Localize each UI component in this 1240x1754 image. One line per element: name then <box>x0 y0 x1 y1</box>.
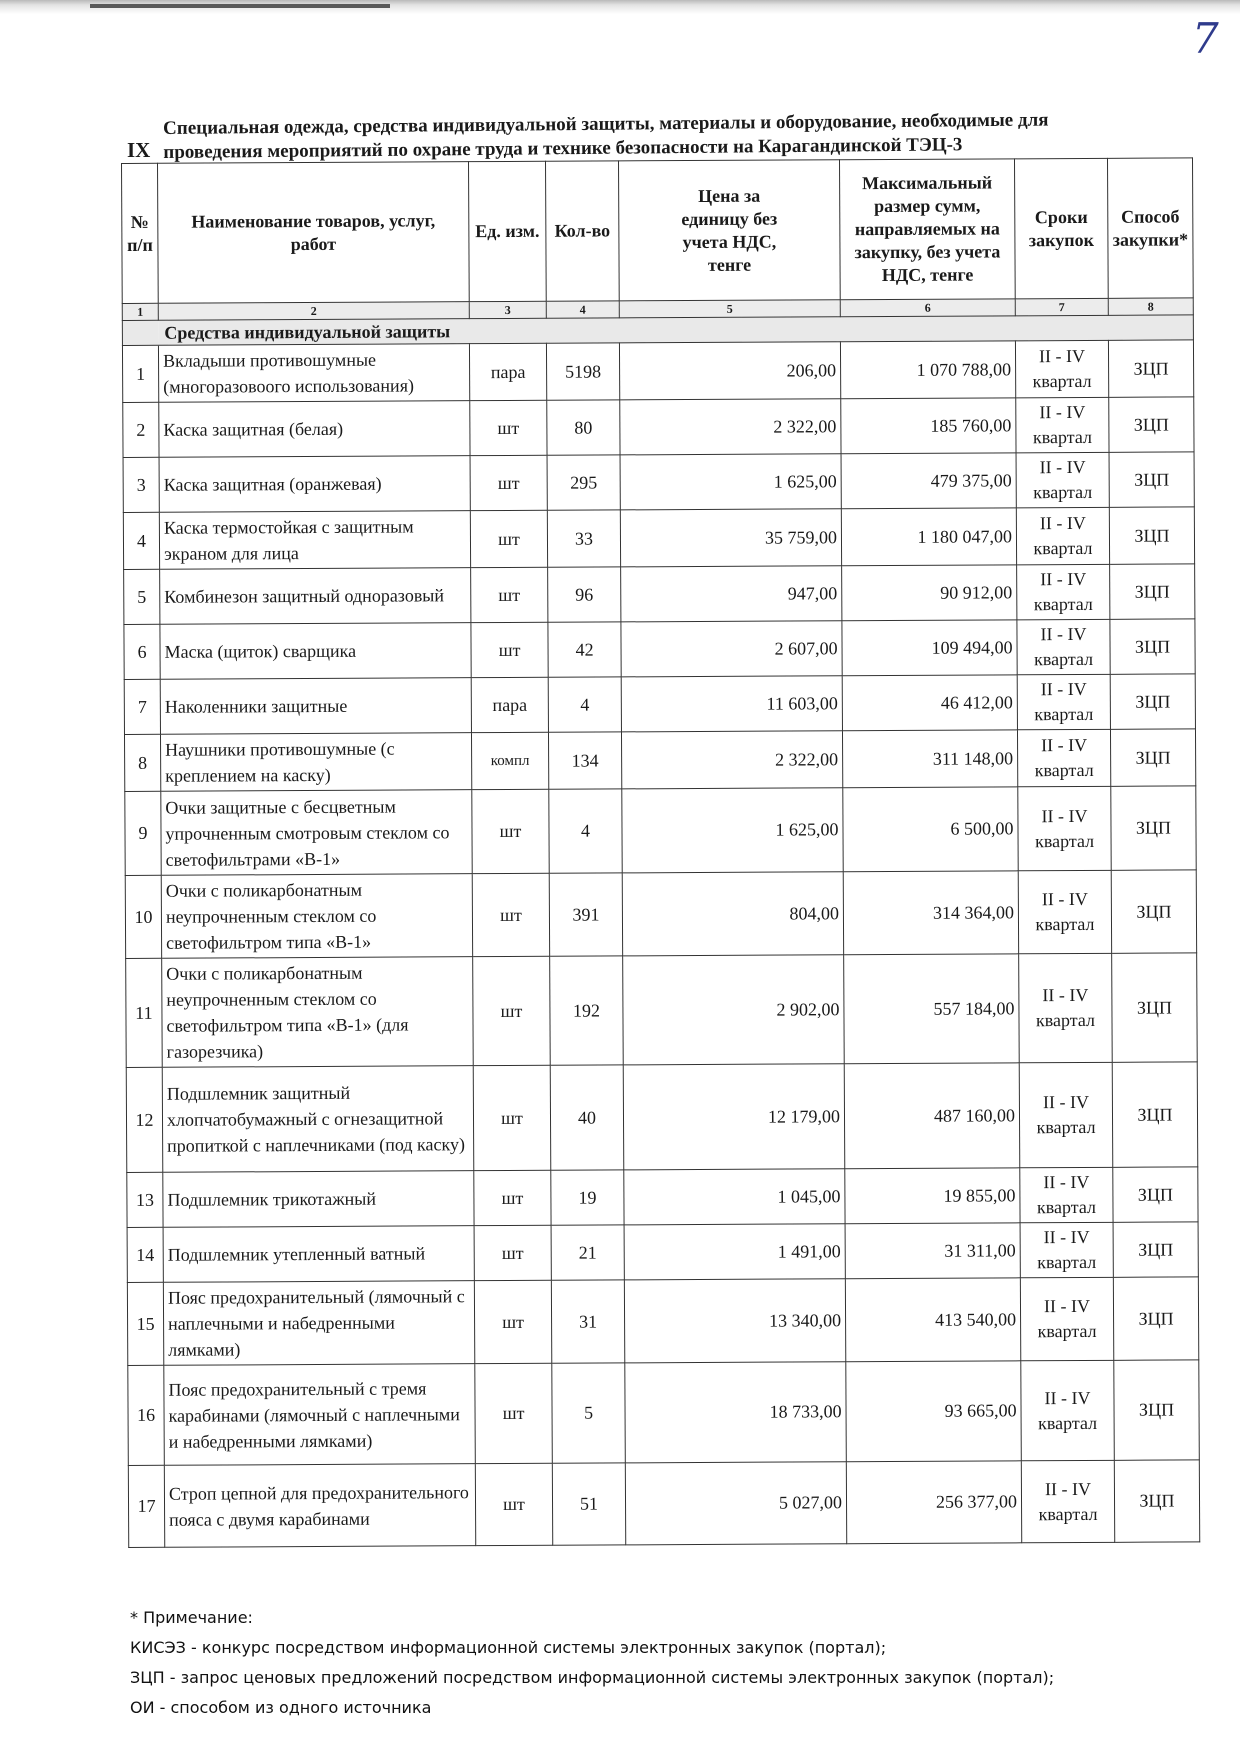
table-row <box>128 1360 1200 1466</box>
item-period: II - IV квартал <box>1017 619 1110 674</box>
item-method: ЗЦП <box>1109 452 1194 507</box>
table-row <box>127 1277 1198 1366</box>
item-price: 18 733,00 <box>625 1362 847 1463</box>
item-name: Подшлемник трикотажный <box>163 1171 474 1228</box>
item-quantity: 51 <box>552 1463 625 1545</box>
item-quantity: 19 <box>551 1170 624 1225</box>
footnote <box>130 1603 1054 1723</box>
item-period: II - IV квартал <box>1019 953 1113 1062</box>
item-period: II - IV квартал <box>1017 729 1110 786</box>
column-number: 3 <box>469 301 546 318</box>
item-method: ЗЦП <box>1113 1277 1198 1360</box>
item-unit: шт <box>470 455 547 510</box>
table-row <box>125 786 1196 876</box>
row-number: 5 <box>124 569 160 624</box>
item-unit: шт <box>474 1225 551 1280</box>
table-row <box>126 953 1198 1068</box>
item-sum: 487 160,00 <box>844 1063 1020 1169</box>
table-row <box>124 564 1195 625</box>
item-price: 5 027,00 <box>625 1462 846 1545</box>
item-price: 13 340,00 <box>624 1279 845 1363</box>
procurement-table <box>121 157 1200 1548</box>
table-row <box>126 1062 1198 1173</box>
item-quantity: 295 <box>547 455 620 510</box>
table-row <box>127 1222 1198 1283</box>
item-price: 2 322,00 <box>621 731 842 789</box>
item-method: ЗЦП <box>1112 1062 1198 1167</box>
table-row <box>124 729 1195 792</box>
scan-edge-shadow <box>90 4 390 8</box>
row-number: 17 <box>128 1465 164 1547</box>
item-period: II - IV квартал <box>1020 1167 1113 1222</box>
item-name: Пояс предохранительный (лямочный с наплечными и набедренными лямками) <box>163 1281 474 1366</box>
item-price: 2 322,00 <box>620 399 841 455</box>
row-number: 11 <box>126 958 163 1067</box>
column-number: 8 <box>1108 298 1193 315</box>
item-method: ЗЦП <box>1111 786 1196 870</box>
row-number: 12 <box>126 1067 163 1172</box>
item-price: 12 179,00 <box>623 1064 845 1170</box>
footnote-title: * Примечание: <box>130 1608 253 1627</box>
item-sum: 256 377,00 <box>846 1461 1021 1544</box>
table-row <box>122 340 1193 403</box>
column-number: 6 <box>840 299 1015 317</box>
item-period: II - IV квартал <box>1015 340 1108 397</box>
item-price: 1 491,00 <box>624 1224 845 1280</box>
item-name: Очки защитные с бесцветным упрочненным смотровым стеклом со светофильтрами «В-1» <box>161 790 472 876</box>
item-unit: шт <box>475 1363 553 1463</box>
item-unit: пара <box>469 343 546 400</box>
item-unit: шт <box>473 956 551 1065</box>
item-unit: шт <box>474 1280 551 1363</box>
item-price: 1 625,00 <box>622 788 843 873</box>
item-quantity: 33 <box>547 510 620 567</box>
item-method: ЗЦП <box>1110 729 1195 786</box>
item-name: Пояс предохранительный с тремя карабинами (лямочный с наплечными и набедренными лямками) <box>164 1364 476 1466</box>
item-quantity: 42 <box>548 622 621 677</box>
row-number: 6 <box>124 624 160 679</box>
item-sum: 1 070 788,00 <box>840 341 1015 399</box>
item-period: II - IV квартал <box>1021 1460 1114 1542</box>
row-number: 15 <box>127 1282 163 1365</box>
item-method: ЗЦП <box>1111 870 1196 953</box>
item-sum: 185 760,00 <box>841 398 1016 454</box>
item-price: 804,00 <box>622 872 843 956</box>
group-title: Средства индивидуальной защиты <box>158 315 1193 345</box>
item-quantity: 96 <box>548 567 621 622</box>
column-number: 4 <box>546 301 619 318</box>
item-quantity: 31 <box>551 1280 624 1363</box>
item-unit: шт <box>473 1065 551 1170</box>
item-quantity: 80 <box>547 400 620 455</box>
item-unit: шт <box>472 789 549 873</box>
item-name: Подшлемник утепленный ватный <box>163 1226 474 1283</box>
table-row <box>127 1167 1198 1228</box>
item-unit: шт <box>472 873 549 956</box>
header-method: Способ закупки* <box>1107 158 1193 298</box>
item-sum: 311 148,00 <box>842 730 1017 788</box>
column-number: 2 <box>158 302 469 321</box>
item-period: II - IV квартал <box>1020 1277 1113 1360</box>
item-name: Подшлемник защитный хлопчатобумажный с огнезащитной пропиткой с наплечниками (под каску) <box>162 1066 474 1173</box>
header-period: Сроки закупок <box>1014 158 1108 298</box>
item-unit: пара <box>471 677 548 732</box>
table-row <box>128 1460 1199 1548</box>
table-row <box>123 397 1194 458</box>
item-method: ЗЦП <box>1113 1167 1198 1222</box>
footnote-line: ОИ - способом из одного источника <box>130 1698 432 1717</box>
item-price: 1 045,00 <box>624 1169 845 1225</box>
footnote-line: ЗЦП - запрос ценовых предложений посредством информационной системы электронных закупок (портал); <box>130 1668 1055 1687</box>
column-number: 7 <box>1015 298 1108 315</box>
section-number: IX <box>127 138 151 162</box>
row-number: 2 <box>123 402 159 457</box>
item-price: 2 902,00 <box>623 955 845 1065</box>
column-number: 5 <box>619 300 840 318</box>
header-unit: Ед. изм. <box>468 161 546 301</box>
item-sum: 413 540,00 <box>845 1278 1020 1362</box>
row-number: 9 <box>125 791 161 875</box>
item-name: Наушники противошумные (с креплением на каску) <box>160 733 471 792</box>
row-number: 1 <box>122 345 158 402</box>
item-method: ЗЦП <box>1109 397 1194 452</box>
item-price: 947,00 <box>621 566 842 622</box>
item-name: Каска защитная (белая) <box>159 401 470 458</box>
item-sum: 6 500,00 <box>843 787 1018 872</box>
item-unit: шт <box>471 622 548 677</box>
row-number: 8 <box>124 734 160 791</box>
item-period: II - IV квартал <box>1018 786 1111 870</box>
handwritten-page-number: 7 <box>1192 14 1219 63</box>
item-quantity: 40 <box>550 1065 624 1170</box>
item-period: II - IV квартал <box>1017 564 1110 619</box>
item-period: II - IV квартал <box>1019 1062 1113 1167</box>
column-number: 1 <box>122 303 158 320</box>
item-name: Строп цепной для предохранительного пояса с двумя карабинами <box>164 1464 475 1548</box>
item-price: 2 607,00 <box>621 621 842 677</box>
item-period: II - IV квартал <box>1020 1222 1113 1277</box>
table-row <box>124 674 1195 735</box>
item-method: ЗЦП <box>1110 674 1195 729</box>
item-name: Комбинезон защитный одноразовый <box>160 568 471 625</box>
item-quantity: 134 <box>548 732 621 789</box>
item-unit: шт <box>474 1170 551 1225</box>
item-quantity: 391 <box>549 873 622 956</box>
row-number: 13 <box>127 1172 163 1227</box>
item-quantity: 5198 <box>546 343 619 400</box>
header-price: Цена за единицу без учета НДС, тенге <box>618 160 840 301</box>
table-row <box>124 619 1195 680</box>
item-period: II - IV квартал <box>1018 870 1111 953</box>
item-price: 35 759,00 <box>620 509 841 567</box>
item-method: ЗЦП <box>1114 1460 1199 1542</box>
item-name: Очки с поликарбонатным неупрочненным стеклом со светофильтром типа «В-1» <box>161 874 472 959</box>
item-name: Вкладыши противошумные (многоразовоого использования) <box>158 344 469 403</box>
header-name: Наименование товаров, услуг, работ <box>158 162 470 304</box>
row-number: 10 <box>125 875 161 958</box>
item-method: ЗЦП <box>1110 564 1195 619</box>
item-unit: шт <box>475 1463 552 1545</box>
item-unit: шт <box>470 510 547 567</box>
item-period: II - IV квартал <box>1016 452 1109 507</box>
item-price: 1 625,00 <box>620 454 841 510</box>
item-name: Очки с поликарбонатным неупрочненным стеклом со светофильтром типа «В-1» (для газорезчика) <box>162 957 474 1068</box>
item-sum: 90 912,00 <box>842 565 1017 621</box>
item-method: ЗЦП <box>1112 953 1198 1062</box>
item-sum: 314 364,00 <box>843 871 1018 955</box>
item-method: ЗЦП <box>1113 1222 1198 1277</box>
item-price: 206,00 <box>619 342 840 400</box>
item-quantity: 4 <box>549 789 622 873</box>
group-spacer <box>122 320 158 345</box>
header-num: № п/п <box>122 163 159 303</box>
item-quantity: 192 <box>550 956 624 1065</box>
item-sum: 1 180 047,00 <box>841 508 1016 566</box>
item-method: ЗЦП <box>1108 340 1193 397</box>
table-row <box>125 870 1196 959</box>
header-sum: Максимальный размер сумм, направляемых на закупку, без учета НДС, тенге <box>839 159 1015 300</box>
item-unit: компл <box>471 732 548 789</box>
item-sum: 479 375,00 <box>841 453 1016 509</box>
table-header-row <box>122 158 1194 304</box>
footnote-line: КИСЭЗ - конкурс посредством информационной системы электронных закупок (портал); <box>130 1638 887 1657</box>
row-number: 14 <box>127 1227 163 1282</box>
row-number: 4 <box>123 512 159 569</box>
item-method: ЗЦП <box>1110 619 1195 674</box>
header-qty: Кол-во <box>545 161 619 301</box>
item-quantity: 4 <box>548 677 621 732</box>
item-sum: 557 184,00 <box>844 954 1020 1064</box>
item-name: Наколенники защитные <box>160 678 471 735</box>
item-method: ЗЦП <box>1114 1360 1200 1460</box>
item-sum: 19 855,00 <box>845 1168 1020 1224</box>
item-method: ЗЦП <box>1109 507 1194 564</box>
item-sum: 93 665,00 <box>846 1361 1022 1462</box>
item-name: Каска термостойкая с защитным экраном для лица <box>159 511 470 570</box>
item-sum: 109 494,00 <box>842 620 1017 676</box>
section-title: Специальная одежда, средства индивидуальной защиты, материалы и оборудование, необходимые для проведения мероприятий по охране труда и технике безопасности на Карагандинской ТЭЦ-3 <box>163 109 1049 163</box>
item-price: 11 603,00 <box>621 676 842 732</box>
item-sum: 31 311,00 <box>845 1223 1020 1279</box>
item-name: Маска (щиток) сварщика <box>160 623 471 680</box>
row-number: 3 <box>123 457 159 512</box>
item-period: II - IV квартал <box>1017 674 1110 729</box>
item-quantity: 21 <box>551 1225 624 1280</box>
item-period: II - IV квартал <box>1016 507 1109 564</box>
item-period: II - IV квартал <box>1021 1360 1115 1460</box>
item-name: Каска защитная (оранжевая) <box>159 456 470 513</box>
row-number: 16 <box>128 1365 165 1465</box>
table-row <box>123 452 1194 513</box>
scan-edge <box>0 0 1240 16</box>
item-unit: шт <box>470 400 547 455</box>
row-number: 7 <box>124 679 160 734</box>
item-sum: 46 412,00 <box>842 675 1017 731</box>
item-period: II - IV квартал <box>1016 397 1109 452</box>
item-unit: шт <box>471 567 548 622</box>
table-row <box>123 507 1194 570</box>
item-quantity: 5 <box>552 1363 626 1463</box>
